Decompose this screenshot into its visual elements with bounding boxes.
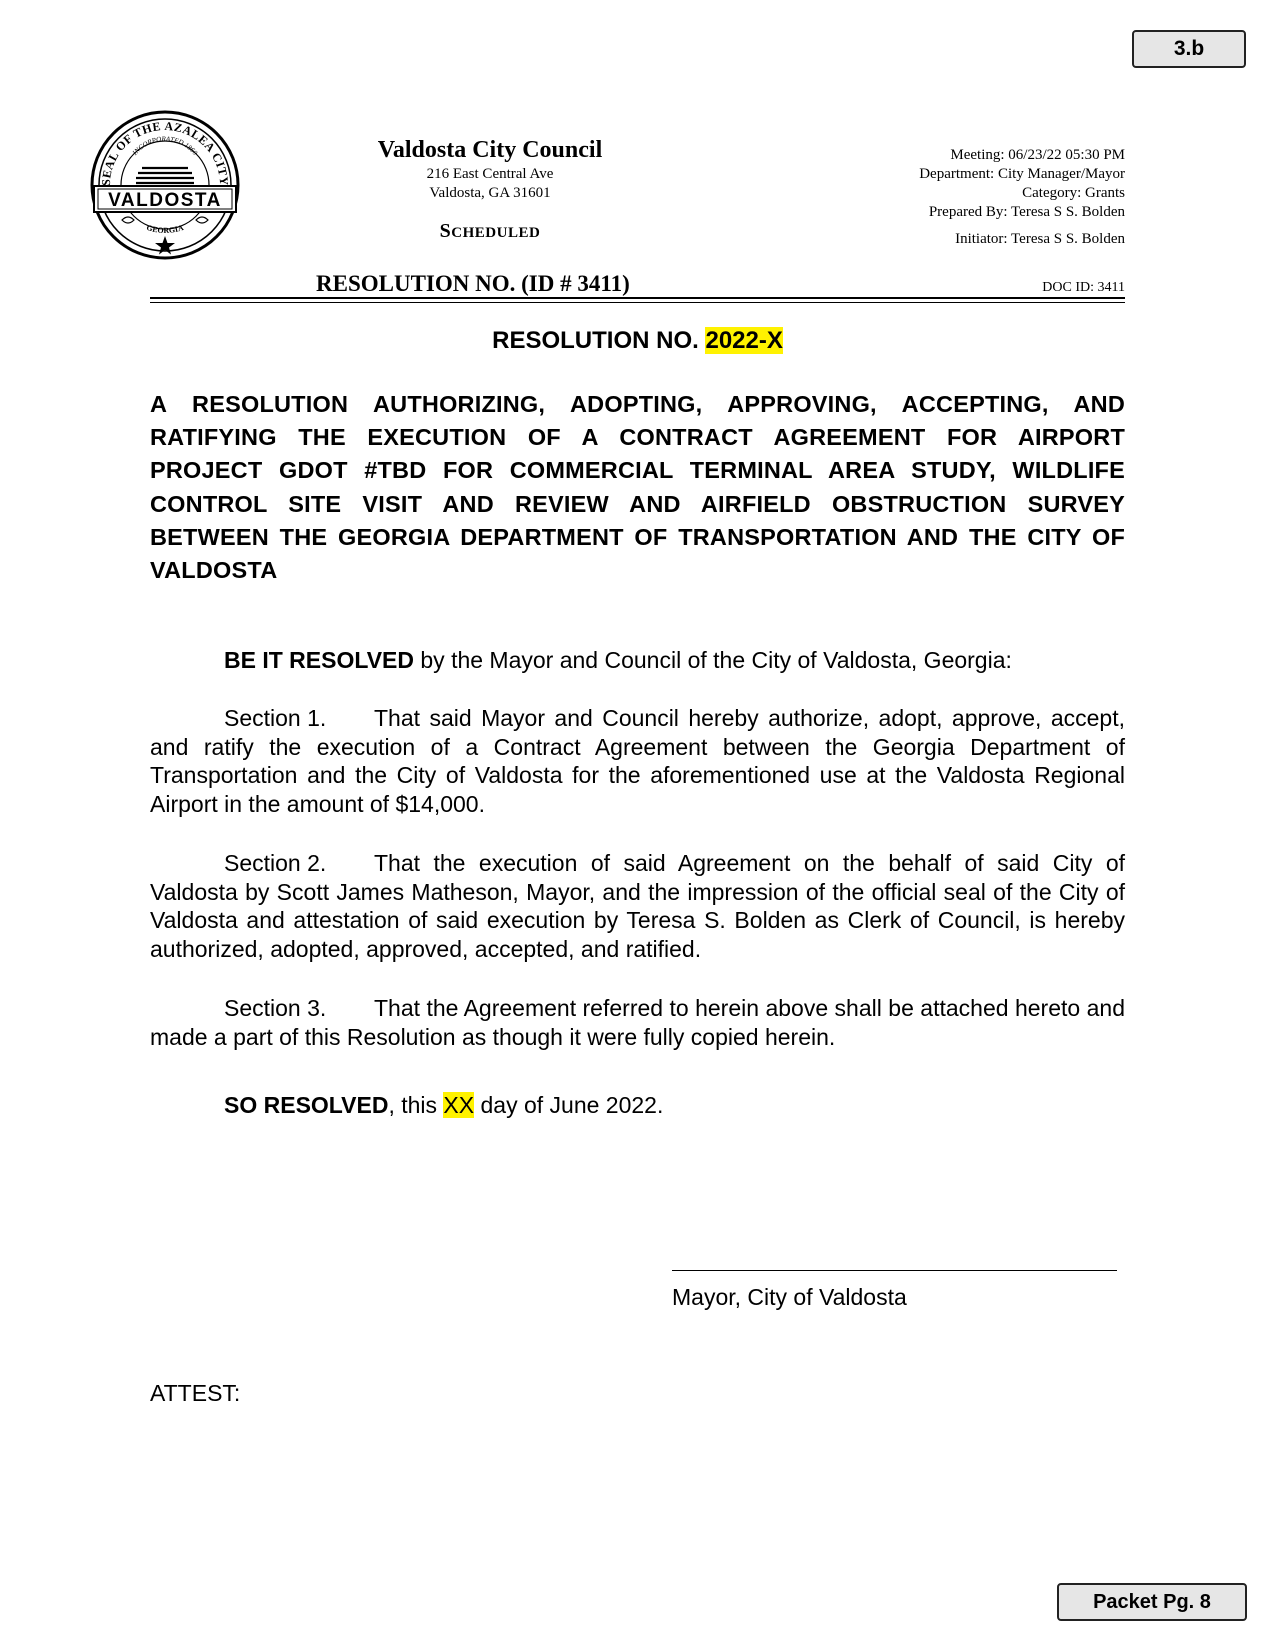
be-it-resolved-paragraph [150,646,1125,675]
doc-id: DOC ID: 3411 [1042,280,1125,295]
section-3-text: That the Agreement referred to herein above shall be attached hereto and made a part of this Resolution as though it were fully copied herein. [150,995,1125,1050]
initiator: Initiator: Teresa S S. Bolden [955,231,1125,247]
address-line-1: 216 East Central Ave [426,166,554,182]
city-seal-logo [88,108,242,262]
section-1-paragraph [150,704,1125,819]
section-3-label: Section 3. [224,995,327,1021]
status-initial: S [439,220,452,242]
resolution-number-highlight: 2022-X [705,327,783,354]
resolution-heading: A RESOLUTION AUTHORIZING, ADOPTING, APPROVING, ACCEPTING, AND RATIFYING THE EXECUTION OF A CONTRACT AGREEMENT FOR AIRPORT PROJECT GDOT #TBD FOR COMMERCIAL TERMINAL AREA STUDY, WILDLIFE CONTROL SITE VISIT AND REVIEW AND AIRFIELD OBSTRUCTION SURVEY BETWEEN THE GEORGIA DEPARTMENT OF TRANSPORTATION AND THE CITY OF VALDOSTA [150,391,1125,584]
agenda-item-tag: 3.b [1132,30,1246,68]
resolution-id: RESOLUTION NO. (ID # 3411) [316,271,630,296]
attest-label: ATTEST: [150,1380,241,1406]
svg-text:GEORGIA: GEORGIA [145,222,185,236]
meeting-date: Meeting: 06/23/22 05:30 PM [950,147,1125,163]
svg-text:INCORPORATED 1860: INCORPORATED 1860 [130,134,199,157]
section-2-text: That the execution of said Agreement on the behalf of said City of Valdosta by Scott James Matheson, Mayor, and the impression of the official seal of the City of Valdosta and attestation of said execution by Teresa S. Bolden as Clerk of Council, is hereby authorized, adopted, approved, accepted, and ratified. [150,850,1125,963]
be-it-resolved-text: by the Mayor and Council of the City of Valdosta, Georgia: [414,647,1012,673]
status-rest: CHEDULED [451,225,541,241]
status-label [330,220,650,243]
section-2-paragraph [150,849,1125,964]
section-2-label: Section 2. [224,850,327,876]
so-resolved-post: day of June 2022. [474,1092,664,1118]
council-header [330,135,650,243]
prepared-by: Prepared By: Teresa S S. Bolden [928,204,1125,220]
so-resolved-pre: , this [388,1092,444,1118]
so-resolved-bold: SO RESOLVED [224,1092,389,1118]
mayor-signature-line [672,1270,1117,1271]
svg-text:SEAL OF THE AZALEA CITY: SEAL OF THE AZALEA CITY [98,118,232,187]
so-resolved-paragraph [150,1091,1125,1120]
resolution-title-prefix: RESOLUTION NO. [492,327,706,354]
department: Department: City Manager/Mayor [919,166,1125,182]
address-line-2: Valdosta, GA 31601 [429,185,551,201]
day-placeholder-highlight: XX [443,1092,475,1118]
header-divider [150,297,1125,299]
packet-page-number: Packet Pg. 8 [1057,1583,1247,1621]
section-1-text: That said Mayor and Council hereby authorize, adopt, approve, accept, and ratify the execution of a Contract Agreement between the Georgia Department of Transportation and the City of Valdosta for the aforementioned use at the Valdosta Regional Airport in the amount of $14,000. [150,705,1125,818]
resolution-title [0,327,1275,355]
section-1-label: Section 1. [224,705,327,731]
mayor-signature-label: Mayor, City of Valdosta [672,1284,907,1310]
category: Category: Grants [1022,185,1125,201]
header-divider-thin [150,302,1125,303]
meeting-metadata [919,146,1125,249]
be-it-resolved-bold: BE IT RESOLVED [224,647,414,673]
council-name: Valdosta City Council [377,137,603,163]
section-3-paragraph [150,994,1125,1051]
svg-text:VALDOSTA: VALDOSTA [108,190,222,211]
